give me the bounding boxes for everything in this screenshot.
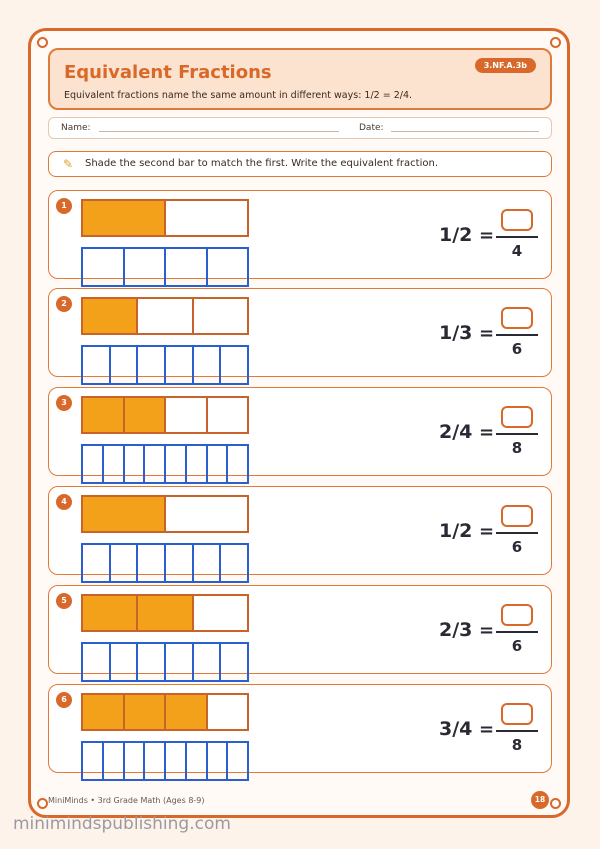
equals-sign: = bbox=[479, 521, 495, 542]
unshaded-part bbox=[164, 497, 247, 531]
given-fraction: 1/2 bbox=[439, 520, 473, 542]
shade-part-cell[interactable] bbox=[109, 644, 137, 680]
answer-fraction-bar bbox=[81, 543, 249, 583]
shade-part-cell[interactable] bbox=[185, 743, 206, 779]
watermark: minimindspublishing.com bbox=[13, 814, 231, 834]
shaded-part bbox=[83, 497, 164, 531]
shade-part-cell[interactable] bbox=[164, 644, 192, 680]
equals-sign: = bbox=[479, 620, 495, 641]
answer-fraction-bar bbox=[81, 741, 249, 781]
shade-part-cell[interactable] bbox=[219, 644, 247, 680]
answer-fraction-bar bbox=[81, 642, 249, 682]
shade-part-cell[interactable] bbox=[164, 743, 185, 779]
numerator-answer-box[interactable] bbox=[501, 406, 533, 428]
model-fraction-bar bbox=[81, 396, 249, 434]
shaded-part bbox=[83, 596, 136, 630]
shade-part-cell[interactable] bbox=[136, 644, 164, 680]
corner-dot bbox=[550, 37, 561, 48]
unshaded-part bbox=[136, 299, 191, 333]
equals-sign: = bbox=[479, 323, 495, 344]
shade-part-cell[interactable] bbox=[219, 545, 247, 581]
shade-part-cell[interactable] bbox=[185, 446, 206, 482]
fraction-line bbox=[496, 730, 538, 732]
instruction-box bbox=[48, 151, 552, 177]
corner-dot bbox=[37, 798, 48, 809]
unshaded-part bbox=[192, 596, 247, 630]
shaded-part bbox=[83, 695, 123, 729]
numerator-answer-box[interactable] bbox=[501, 703, 533, 725]
shade-part-cell[interactable] bbox=[83, 644, 109, 680]
name-field[interactable] bbox=[99, 131, 339, 132]
unshaded-part bbox=[164, 398, 206, 432]
denominator: 6 bbox=[511, 637, 523, 655]
problem-number: 5 bbox=[56, 593, 72, 609]
shade-part-cell[interactable] bbox=[109, 545, 137, 581]
numerator-answer-box[interactable] bbox=[501, 505, 533, 527]
standard-badge: 3.NF.A.3b bbox=[475, 58, 536, 73]
shade-part-cell[interactable] bbox=[226, 743, 247, 779]
fraction-line bbox=[496, 236, 538, 238]
model-fraction-bar bbox=[81, 199, 249, 237]
answer-fraction-bar bbox=[81, 345, 249, 385]
page-number: 18 bbox=[531, 791, 549, 809]
shade-part-cell[interactable] bbox=[136, 347, 164, 383]
shade-part-cell[interactable] bbox=[226, 446, 247, 482]
shade-part-cell[interactable] bbox=[164, 446, 185, 482]
denominator: 6 bbox=[511, 340, 523, 358]
corner-dot bbox=[550, 798, 561, 809]
problem-number: 3 bbox=[56, 395, 72, 411]
shade-part-cell[interactable] bbox=[109, 347, 137, 383]
shade-part-cell[interactable] bbox=[143, 446, 164, 482]
denominator: 8 bbox=[511, 439, 523, 457]
shade-part-cell[interactable] bbox=[192, 347, 220, 383]
shade-part-cell[interactable] bbox=[83, 545, 109, 581]
name-date-bar bbox=[48, 117, 552, 139]
denominator: 6 bbox=[511, 538, 523, 556]
problem-card bbox=[48, 387, 552, 476]
denominator: 4 bbox=[511, 242, 523, 260]
denominator: 8 bbox=[511, 736, 523, 754]
problem-card bbox=[48, 684, 552, 773]
model-fraction-bar bbox=[81, 495, 249, 533]
model-fraction-bar bbox=[81, 594, 249, 632]
shade-part-cell[interactable] bbox=[83, 743, 102, 779]
shaded-part bbox=[83, 201, 164, 235]
shade-part-cell[interactable] bbox=[206, 743, 227, 779]
page-subtitle: Equivalent fractions name the same amount in different ways: 1/2 = 2/4. bbox=[64, 90, 413, 101]
date-label: Date: bbox=[359, 123, 384, 133]
date-field[interactable] bbox=[391, 131, 539, 132]
fraction-line bbox=[496, 532, 538, 534]
problem-number: 4 bbox=[56, 494, 72, 510]
name-label: Name: bbox=[61, 123, 91, 133]
model-fraction-bar bbox=[81, 693, 249, 731]
shade-part-cell[interactable] bbox=[123, 446, 144, 482]
shade-part-cell[interactable] bbox=[123, 743, 144, 779]
shaded-part bbox=[136, 596, 191, 630]
shade-part-cell[interactable] bbox=[102, 446, 123, 482]
shaded-part bbox=[83, 398, 123, 432]
fraction-line bbox=[496, 433, 538, 435]
given-fraction: 1/2 bbox=[439, 224, 473, 246]
model-fraction-bar bbox=[81, 297, 249, 335]
given-fraction: 2/3 bbox=[439, 619, 473, 641]
shade-part-cell[interactable] bbox=[123, 249, 165, 285]
fraction-line bbox=[496, 334, 538, 336]
fraction-line bbox=[496, 631, 538, 633]
page-title: Equivalent Fractions bbox=[64, 62, 272, 83]
shade-part-cell[interactable] bbox=[206, 446, 227, 482]
problem-number: 1 bbox=[56, 198, 72, 214]
corner-dot bbox=[37, 37, 48, 48]
instruction-text: Shade the second bar to match the first. Write the equivalent fraction. bbox=[85, 158, 438, 169]
shade-part-cell[interactable] bbox=[164, 347, 192, 383]
shade-part-cell[interactable] bbox=[164, 545, 192, 581]
shade-part-cell[interactable] bbox=[143, 743, 164, 779]
unshaded-part bbox=[164, 201, 247, 235]
unshaded-part bbox=[192, 299, 247, 333]
shaded-part bbox=[164, 695, 206, 729]
equals-sign: = bbox=[479, 719, 495, 740]
equals-sign: = bbox=[479, 422, 495, 443]
problem-number: 6 bbox=[56, 692, 72, 708]
problem-card bbox=[48, 486, 552, 575]
shade-part-cell[interactable] bbox=[136, 545, 164, 581]
shade-part-cell[interactable] bbox=[102, 743, 123, 779]
answer-fraction-bar bbox=[81, 247, 249, 287]
numerator-answer-box[interactable] bbox=[501, 209, 533, 231]
shade-part-cell[interactable] bbox=[83, 446, 102, 482]
answer-fraction-bar bbox=[81, 444, 249, 484]
shaded-part bbox=[123, 695, 165, 729]
given-fraction: 1/3 bbox=[439, 322, 473, 344]
unshaded-part bbox=[206, 398, 248, 432]
problem-card bbox=[48, 585, 552, 674]
header-panel bbox=[48, 48, 552, 110]
shade-part-cell[interactable] bbox=[83, 347, 109, 383]
problem-card bbox=[48, 288, 552, 377]
pencil-icon: ✎ bbox=[63, 157, 74, 171]
shade-part-cell[interactable] bbox=[206, 249, 248, 285]
unshaded-part bbox=[206, 695, 248, 729]
problem-card bbox=[48, 190, 552, 279]
problem-number: 2 bbox=[56, 296, 72, 312]
shade-part-cell[interactable] bbox=[83, 249, 123, 285]
shade-part-cell[interactable] bbox=[164, 249, 206, 285]
shade-part-cell[interactable] bbox=[192, 545, 220, 581]
shaded-part bbox=[123, 398, 165, 432]
equals-sign: = bbox=[479, 225, 495, 246]
footer-text: MiniMinds • 3rd Grade Math (Ages 8-9) bbox=[48, 796, 205, 805]
shaded-part bbox=[83, 299, 136, 333]
numerator-answer-box[interactable] bbox=[501, 307, 533, 329]
numerator-answer-box[interactable] bbox=[501, 604, 533, 626]
given-fraction: 2/4 bbox=[439, 421, 473, 443]
shade-part-cell[interactable] bbox=[219, 347, 247, 383]
given-fraction: 3/4 bbox=[439, 718, 473, 740]
shade-part-cell[interactable] bbox=[192, 644, 220, 680]
